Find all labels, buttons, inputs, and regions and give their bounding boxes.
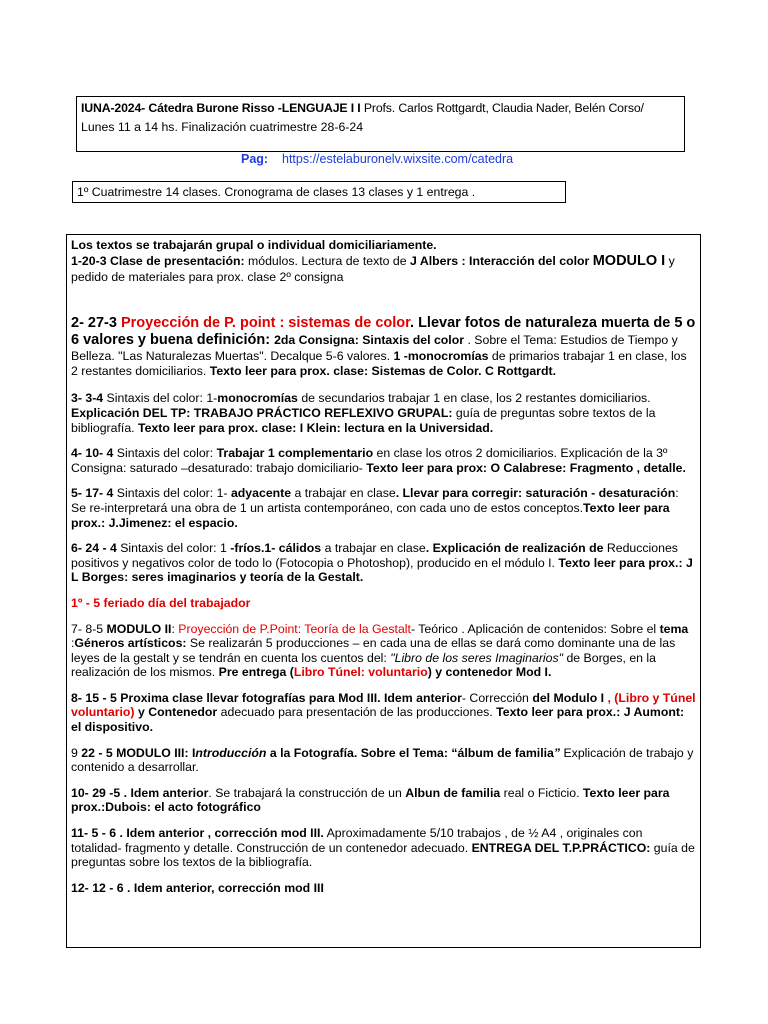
class-schedule [66, 234, 701, 948]
course-title: IUNA-2024- Cátedra Burone Risso -LENGUAJE I I [81, 101, 361, 115]
page-link[interactable]: https://estelaburonelv.wixsite.com/catedra [282, 152, 514, 166]
class-10: 10- 29 -5 . Idem anterior. Se trabajará la construcción de un Albun de familia real o Ficticio. Texto leer para prox.:Dubois: el acto fotográfico [71, 785, 670, 815]
class-7: 7- 8-5 MODULO II: Proyección de P.Point: Teoría de la Gestalt- Teórico . Aplicación de contenidos: Sobre el tema :Géneros artísticos: Se realizarán 5 producciones – en cada una de ellas se dará como dominante una de las leyes de la gestalt y se tendrán en cuenta los cuentos del: "Libro de los seres Imaginarios" de Borges, en la realización de los mismos. Pre entrega (Libro Túnel: voluntario) y contenedor Mod I. [71, 621, 689, 680]
holiday-note: 1º - 5 feriado día del trabajador [71, 595, 251, 610]
course-header [76, 96, 685, 152]
professors: Profs. Carlos Rottgardt, Claudia Nader, Belén Corso/ [360, 101, 644, 115]
class-8: 8- 15 - 5 Proxima clase llevar fotografías para Mod III. Idem anterior- Corrección del Modulo I , (Libro y Túnel voluntario) y Contenedor adecuado para presentación de las producciones. Texto leer para prox.: J Aumont: el dispositivo. [71, 690, 696, 735]
page-link-line [241, 152, 513, 167]
class-6: 6- 24 - 4 Sintaxis del color: 1 -fríos.1- cálidos a trabajar en clase. Explicación de realización de Reducciones positivos y negativos color de todo lo (Fotocopia o Photoshop), producido en el módulo I. Texto leer para prox.: J L Borges: seres imaginarios y teoría de la Gestalt. [71, 541, 693, 585]
page-link-label: Pag: [241, 152, 269, 166]
class-11: 11- 5 - 6 . Idem anterior , corrección mod III. Aproximadamente 5/10 trabajos , de ½ A4 , originales con totalidad- fragmento y detalle. Construcción de un contenedor adecuado. ENTREGA DEL T.P.PRÁCTICO: guía de preguntas sobre los textos de la bibliografía. [71, 826, 695, 870]
class-3: 3- 3-4 Sintaxis del color: 1-monocromías de secundarios trabajar 1 en clase, los 2 restantes domiciliarios. Explicación DEL TP: TRABAJO PRÁCTICO REFLEXIVO GRUPAL: guía de preguntas sobre textos de la bibliografía. Texto leer para prox. clase: I Klein: lectura en la Universidad. [71, 391, 656, 435]
schedule-intro: Los textos se trabajarán grupal o individual domiciliariamente. 1-20-3 Clase de presentación: módulos. Lectura de texto de J Albers : Interacción del color MODULO I y pedido de materiales para prox. clase 2º consigna [71, 238, 675, 284]
class-4: 4- 10- 4 Sintaxis del color: Trabajar 1 complementario en clase los otros 2 domiciliarios. Explicación de la 3º Consigna: saturado –desaturado: trabajo domiciliario- Texto leer para prox: O Calabrese: Fragmento , detalle. [71, 446, 686, 475]
class-12: 12- 12 - 6 . Idem anterior, corrección mod III [71, 880, 324, 895]
course-header-line1 [81, 101, 684, 116]
class-9: 9 22 - 5 MODULO III: Introducción a la Fotografía. Sobre el Tema: “álbum de familia” Explicación de trabajo y contenido a desarrollar. [71, 745, 694, 775]
class-5: 5- 17- 4 Sintaxis del color: 1- adyacente a trabajar en clase. Llevar para corregir: saturación - desaturación: Se re-interpretará una obra de 1 un artista contemporáneo, con cada uno de estos conceptos.Texto leer para prox.: J.Jimenez: el espacio. [71, 486, 679, 530]
intro-text: Los textos se trabajarán grupal o individual domiciliariamente. [71, 238, 437, 252]
schedule-info: Lunes 11 a 14 hs. Finalización cuatrimestre 28-6-24 [81, 119, 364, 134]
class-2: 2- 27-3 Proyección de P. point : sistemas de color. Llevar fotos de naturaleza muerta de 5 o 6 valores y buena definición: 2da Consigna: Sintaxis del color . Sobre el Tema: Estudios de Tiempo y Belleza. "Las Naturalezas Muertas". Decalque 5-6 valores. 1 -monocromías de primarios trabajar 1 en clase, los 2 restantes domiciliarios. Texto leer para prox. clase: Sistemas de Color. C Rottgardt. [71, 315, 696, 378]
semester-summary: 1º Cuatrimestre 14 clases. Cronograma de clases 13 clases y 1 entrega . [72, 181, 566, 203]
